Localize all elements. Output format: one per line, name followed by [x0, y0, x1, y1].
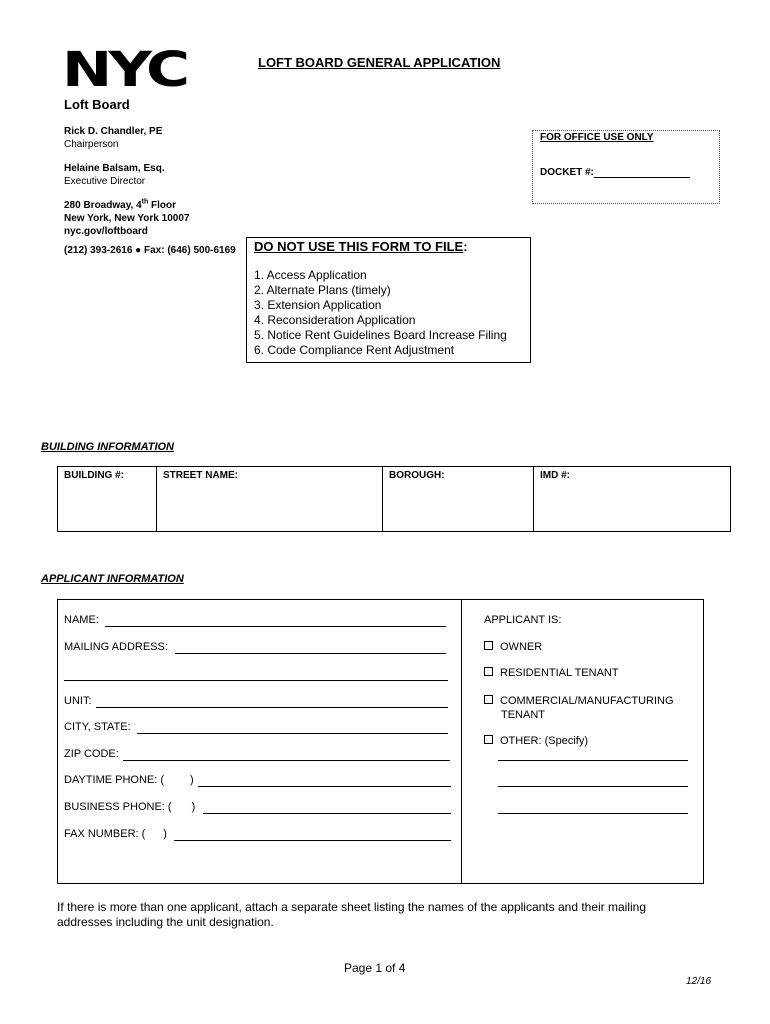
- unit-input[interactable]: [96, 707, 448, 708]
- director-title: Executive Director: [64, 176, 146, 187]
- office-use-box: [532, 130, 720, 204]
- list-item: 5. Notice Rent Guidelines Board Increase Filing: [254, 328, 507, 342]
- imd-number-cell[interactable]: IMD #:: [534, 467, 731, 532]
- borough-cell[interactable]: BOROUGH:: [383, 467, 534, 532]
- director-name: Helaine Balsam, Esq.: [64, 163, 165, 174]
- fax-number-input[interactable]: [174, 840, 451, 841]
- website: nyc.gov/loftboard: [64, 226, 148, 238]
- fax-number-label: FAX NUMBER: ( ): [64, 828, 167, 840]
- applicant-heading: APPLICANT INFORMATION: [41, 573, 184, 585]
- address-block: [64, 196, 189, 238]
- mailing-label: MAILING ADDRESS:: [64, 641, 168, 653]
- commercial-checkbox[interactable]: [484, 695, 493, 704]
- other-option[interactable]: OTHER: (Specify): [484, 735, 588, 747]
- other-specify-line[interactable]: [498, 786, 688, 787]
- docket-line[interactable]: [594, 167, 690, 178]
- daytime-phone-label: DAYTIME PHONE: ( ): [64, 774, 194, 786]
- docket-label: DOCKET #:: [540, 167, 594, 178]
- address-line2: New York, New York 10007: [64, 213, 190, 225]
- owner-checkbox[interactable]: [484, 641, 493, 650]
- name-label: NAME:: [64, 614, 99, 626]
- docket-field: [540, 167, 690, 178]
- residential-checkbox[interactable]: [484, 667, 493, 676]
- chair-name: Rick D. Chandler, PE: [64, 126, 163, 137]
- list-item: 4. Reconsideration Application: [254, 313, 416, 327]
- list-item: 3. Extension Application: [254, 298, 382, 312]
- building-number-cell[interactable]: BUILDING #:: [58, 467, 157, 532]
- address-sup: th: [141, 199, 149, 206]
- chair-title: Chairperson: [64, 139, 119, 150]
- commercial-option[interactable]: COMMERCIAL/MANUFACTURING TENANT: [484, 694, 674, 722]
- city-state-label: CITY, STATE:: [64, 721, 131, 733]
- address-floor: Floor: [148, 200, 177, 212]
- address-line1: 280 Broadway, 4: [64, 200, 142, 212]
- zip-label: ZIP CODE:: [64, 748, 119, 760]
- building-table: [57, 466, 731, 532]
- business-phone-label: BUSINESS PHONE: ( ): [64, 801, 196, 813]
- form-version: 12/16: [686, 976, 712, 987]
- chair-block: [64, 125, 162, 151]
- logo-subtitle: Loft Board: [64, 97, 130, 112]
- do-not-use-heading: DO NOT USE THIS FORM TO FILE:: [254, 239, 468, 254]
- list-item: 2. Alternate Plans (timely): [254, 283, 391, 297]
- director-block: [64, 162, 165, 188]
- applicant-divider: [461, 599, 462, 883]
- phone-fax: (212) 393-2616 ● Fax: (646) 500-6169: [64, 245, 236, 256]
- zip-input[interactable]: [123, 760, 450, 761]
- mailing-input-line2[interactable]: [64, 680, 448, 681]
- other-specify-line[interactable]: [498, 813, 688, 814]
- list-item: 1. Access Application: [254, 268, 367, 282]
- other-specify-line[interactable]: [498, 760, 688, 761]
- page-number: Page 1 of 4: [344, 961, 406, 975]
- other-checkbox[interactable]: [484, 735, 493, 744]
- name-input[interactable]: [105, 626, 446, 627]
- owner-option[interactable]: OWNER: [484, 641, 542, 653]
- business-phone-input[interactable]: [203, 813, 451, 814]
- city-state-input[interactable]: [137, 733, 448, 734]
- nyc-logo: NYC: [62, 42, 187, 98]
- unit-label: UNIT:: [64, 695, 92, 707]
- building-heading: BUILDING INFORMATION: [41, 441, 175, 453]
- do-not-use-box: [246, 237, 531, 363]
- mailing-input[interactable]: [175, 653, 446, 654]
- applicant-is-label: APPLICANT IS:: [484, 614, 562, 626]
- list-item: 6. Code Compliance Rent Adjustment: [254, 343, 455, 357]
- residential-option[interactable]: RESIDENTIAL TENANT: [484, 667, 619, 679]
- office-use-heading: FOR OFFICE USE ONLY: [540, 132, 654, 143]
- daytime-phone-input[interactable]: [198, 786, 451, 787]
- multiple-applicants-note: If there is more than one applicant, attach a separate sheet listing the names of the applicants and their mailing addresses including the unit designation.: [57, 900, 647, 929]
- do-not-use-list: [254, 268, 507, 358]
- page-title: LOFT BOARD GENERAL APPLICATION: [258, 55, 501, 70]
- street-name-cell[interactable]: STREET NAME:: [157, 467, 383, 532]
